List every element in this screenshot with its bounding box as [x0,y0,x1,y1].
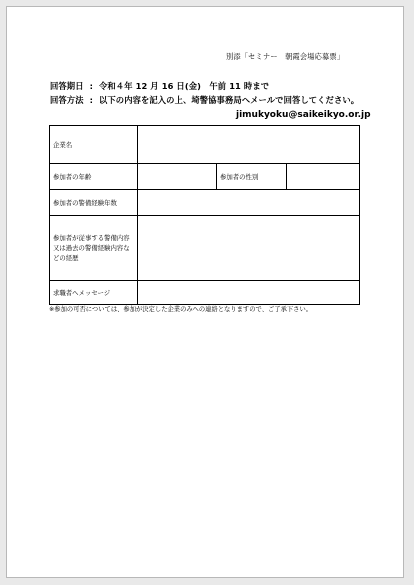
duties-row [50,216,360,281]
gender-field[interactable] [287,164,360,190]
contact-email: jimukyoku@saikeikyo.or.jp [236,110,371,120]
company-field[interactable] [138,126,360,164]
experience-row [50,190,360,216]
experience-field[interactable] [138,190,360,216]
age-label: 参加者の年齢 [50,164,138,190]
experience-label: 参加者の警備経験年数 [50,190,138,216]
method-value: 以下の内容を記入の上、埼警協事務局へメールで回答してください。 [99,95,360,105]
message-field[interactable] [138,281,360,305]
message-row [50,281,360,305]
deadline-label: 回答期日 [50,81,84,91]
age-field[interactable] [138,164,217,190]
annex-label: 別添「セミナー 朝霞会場応募票」 [226,52,345,61]
method-separator: : [86,95,96,105]
age-gender-row [50,164,360,190]
deadline-value: 令和４年 12 月 16 日(金) 午前 11 時まで [99,81,270,91]
duties-label: 参加者が従事する警備内容又は過去の警備経験内容などの経歴 [50,216,138,281]
method-line [50,94,359,106]
method-label: 回答方法 [50,95,84,105]
duties-field[interactable] [138,216,360,281]
company-label: 企業名 [50,126,138,164]
deadline-line [50,80,269,92]
gender-label: 参加者の性別 [217,164,287,190]
footnote: ※参加の可否については、参加が決定した企業のみへの連絡となりますので、ご了承下さい。 [49,306,313,313]
application-form-table [49,125,360,305]
company-row [50,126,360,164]
deadline-separator: : [86,81,96,91]
message-label: 求職者へメッセージ [50,281,138,305]
